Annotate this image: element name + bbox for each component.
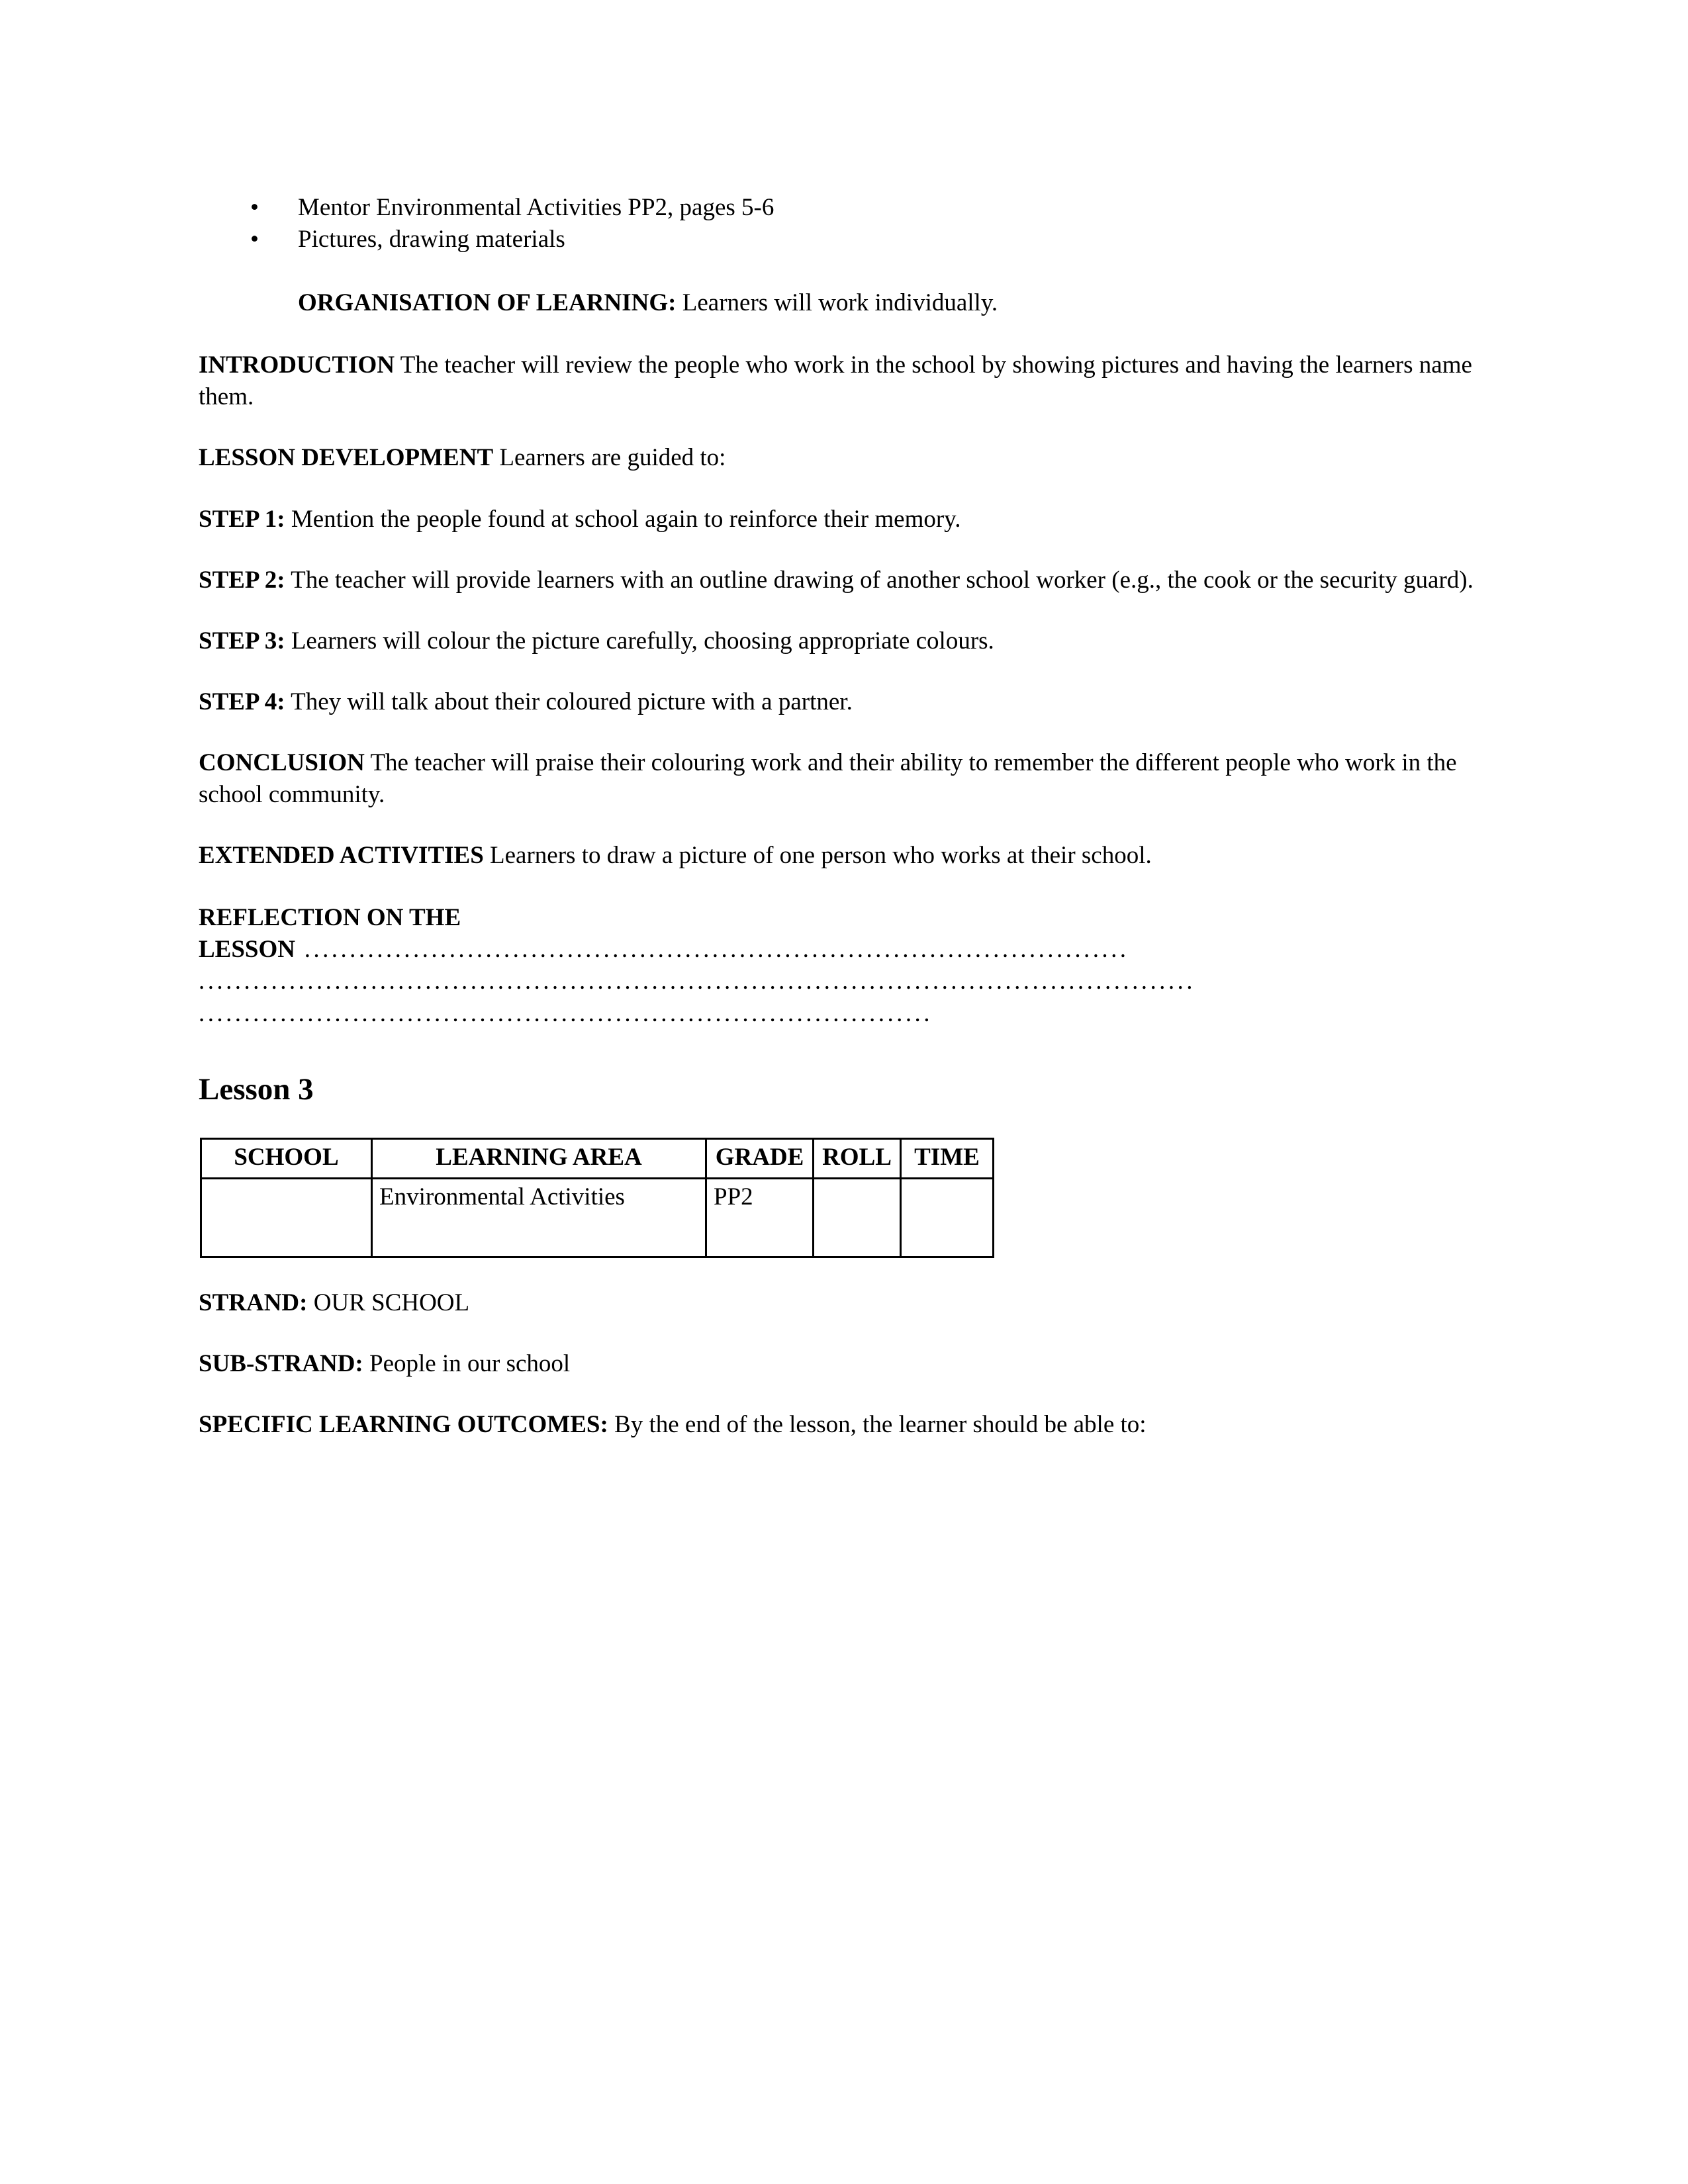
section-sub-strand (199, 1348, 1479, 1380)
cell-learning-area: Environmental Activities (372, 1178, 706, 1257)
list-item (199, 224, 1479, 255)
bullet-icon: • (250, 226, 259, 253)
section-text: Mention the people found at school again to reinforce their memory. (285, 505, 961, 533)
reflection-label-line2: LESSON (199, 936, 296, 964)
section-text: The teacher will provide learners with an outline drawing of another school worker (e.g., the cook or the security guard). (285, 566, 1474, 594)
section-label: SPECIFIC LEARNING OUTCOMES: (199, 1410, 608, 1438)
cell-grade: PP2 (706, 1178, 814, 1257)
section-text: The teacher will praise their colouring work and their ability to remember the different people who work in the school community. (199, 749, 1457, 809)
section-text: Learners to draw a picture of one person who works at their school. (483, 842, 1152, 870)
section-step-4 (199, 686, 1479, 718)
reflection-dots-line3: ................................................................................. (199, 999, 933, 1027)
cell-school (201, 1178, 372, 1257)
section-specific-learning-outcomes (199, 1409, 1479, 1441)
list-item-label: Pictures, drawing materials (298, 226, 565, 253)
section-step-3 (199, 625, 1479, 657)
section-label: INTRODUCTION (199, 351, 395, 379)
section-extended-activities (199, 840, 1479, 872)
reflection-label-line1: REFLECTION ON THE (199, 904, 461, 932)
section-strand (199, 1287, 1479, 1319)
section-label: CONCLUSION (199, 749, 365, 776)
organisation-text: Learners will work individually. (676, 289, 998, 317)
bullet-icon: • (250, 194, 259, 221)
section-introduction (199, 349, 1479, 413)
lesson-details-table (200, 1138, 994, 1258)
section-label: EXTENDED ACTIVITIES (199, 842, 484, 870)
page-title: Lesson 3 (199, 1071, 314, 1107)
table-row (201, 1178, 994, 1257)
column-header-school: SCHOOL (201, 1138, 372, 1178)
section-text: By the end of the lesson, the learner should be able to: (608, 1410, 1147, 1438)
list-item (199, 192, 1479, 224)
list-item-label: Mentor Environmental Activities PP2, pages 5-6 (298, 194, 774, 221)
table-header-row (201, 1138, 994, 1178)
section-text: They will talk about their coloured picture with a partner. (285, 688, 853, 715)
document-content (199, 192, 1479, 1441)
organisation-of-learning (298, 287, 1479, 319)
section-label: SUB-STRAND: (199, 1349, 363, 1377)
section-step-1 (199, 504, 1479, 535)
section-label: STEP 1: (199, 505, 285, 533)
resources-list (199, 192, 1479, 255)
reflection-on-the-lesson (199, 902, 1479, 966)
section-label: LESSON DEVELOPMENT (199, 444, 494, 472)
section-label: STEP 2: (199, 566, 285, 594)
column-header-learning-area: LEARNING AREA (372, 1138, 706, 1178)
reflection-dots-line1: ........................................................................................... (295, 936, 1129, 964)
cell-time (901, 1178, 994, 1257)
column-header-roll: ROLL (814, 1138, 901, 1178)
section-label: STEP 4: (199, 688, 285, 715)
section-label: STEP 3: (199, 627, 285, 655)
section-text: Learners are guided to: (493, 444, 726, 472)
section-step-2 (199, 565, 1479, 596)
section-text: The teacher will review the people who work in the school by showing pictures and having the learners name them. (199, 351, 1472, 411)
organisation-label: ORGANISATION OF LEARNING: (298, 289, 677, 317)
section-label: STRAND: (199, 1289, 308, 1316)
section-conclusion (199, 747, 1479, 811)
column-header-time: TIME (901, 1138, 994, 1178)
column-header-grade: GRADE (706, 1138, 814, 1178)
section-text: OUR SCHOOL (307, 1289, 470, 1316)
section-text: People in our school (363, 1349, 571, 1377)
cell-roll (814, 1178, 901, 1257)
section-text: Learners will colour the picture carefully, choosing appropriate colours. (285, 627, 994, 655)
section-lesson-development (199, 442, 1479, 474)
reflection-dots-line2: .............................................................................................................. (199, 968, 1196, 995)
